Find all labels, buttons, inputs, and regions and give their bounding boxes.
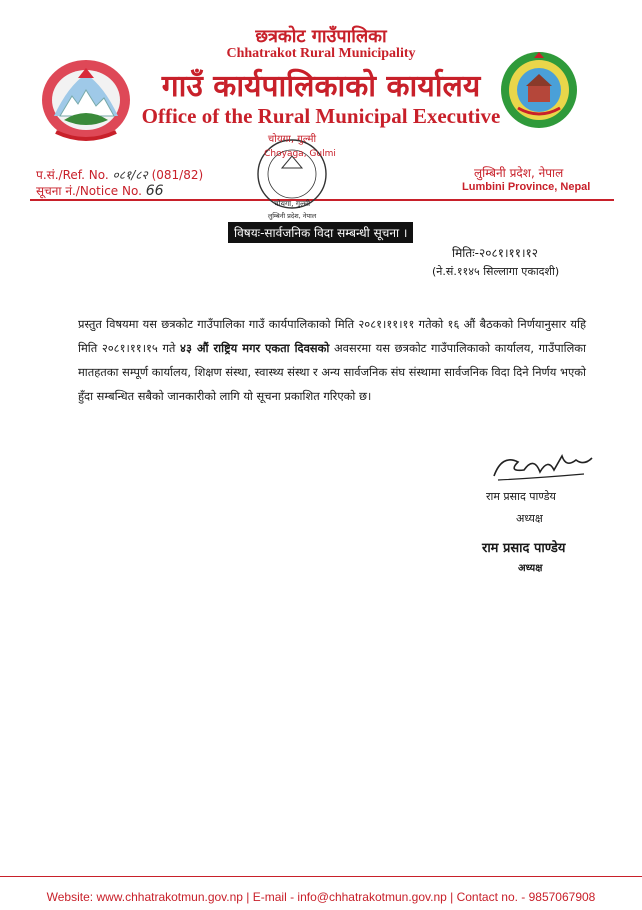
notice-date: मितिः-२०८१।११।१२	[452, 246, 539, 260]
footer-contact: Website: www.chhatrakotmun.gov.np | E-mail - info@chhatrakotmun.gov.np | Contact no. - 9857067908	[46, 890, 596, 904]
signatory-title: अध्यक्ष	[516, 512, 543, 525]
office-name-english: Office of the Rural Municipal Executive	[141, 104, 501, 128]
signature-scribble	[488, 448, 598, 488]
ref-paren: (081/82)	[151, 168, 204, 182]
reference-number	[36, 166, 203, 183]
stamp-top-text: चोयगा, गुल्मी	[267, 134, 317, 145]
footer-divider	[0, 876, 642, 877]
body-text-1: प्रस्तुत विषयमा यस छत्रकोट गाउँपालिका गाउँ कार्यपालिकाको मिति २०८१।११।११ गतेको १६ औं बैठकको निर्णयानुसार यहि मिति २०८१।११।१५ गते	[78, 317, 586, 355]
notice-value: 66	[145, 183, 164, 199]
municipality-name-nepali: छत्रकोट गाउँपालिका	[255, 26, 387, 47]
notice-subject: विषयः-सार्वजनिक विदा सम्बन्धी सूचना ।	[228, 222, 413, 243]
province-english: Lumbini Province, Nepal	[462, 181, 591, 193]
notice-body	[78, 312, 586, 408]
notice-number	[36, 182, 164, 199]
body-text-2: अवसरमा यस छत्रकोट गाउँपालिकाको कार्यालय, गाउँपालिका मातहतका सम्पूर्ण कार्यालय, शिक्षण संस्था, स्वास्थ्य संस्था र अन्य सार्वजनिक संघ संस्थामा सार्वजनिक विदा दिने निर्णय भएको हुँदा सम्बन्धित सबैको जानकारीको लागि यो सूचना प्रकाशित गरिएको छ।	[78, 341, 586, 403]
stamp-bottom-text-2: लुम्बिनी प्रदेश, नेपाल	[267, 212, 317, 220]
body-text-bold: ४३ औं राष्ट्रिय मगर एकता दिवसको	[180, 341, 330, 355]
title-stamp: अध्यक्ष	[518, 563, 543, 574]
stamp-top-en: Choyaga, Gulmi	[264, 149, 336, 159]
name-stamp: राम प्रसाद पाण्डेय	[482, 541, 566, 556]
official-stamp	[242, 130, 342, 222]
office-name-nepali: गाउँ कार्यपालिकाको कार्यालय	[161, 69, 481, 104]
ref-label: प.सं./Ref. No.	[36, 168, 109, 182]
notice-date-nepal-sambat: (ने.सं.११४५ सिल्लागा एकादशी)	[432, 265, 560, 278]
ref-value: ०८१/८२	[112, 168, 148, 182]
signatory-name: राम प्रसाद पाण्डेय	[486, 490, 556, 503]
notice-label: सूचना नं./Notice No.	[36, 184, 142, 198]
municipality-name-english: Chhatrakot Rural Municipality	[226, 46, 416, 61]
stamp-bottom-text: चोयगा, गुल्मी	[273, 199, 311, 208]
province-nepali: लुम्बिनी प्रदेश, नेपाल	[474, 166, 564, 180]
